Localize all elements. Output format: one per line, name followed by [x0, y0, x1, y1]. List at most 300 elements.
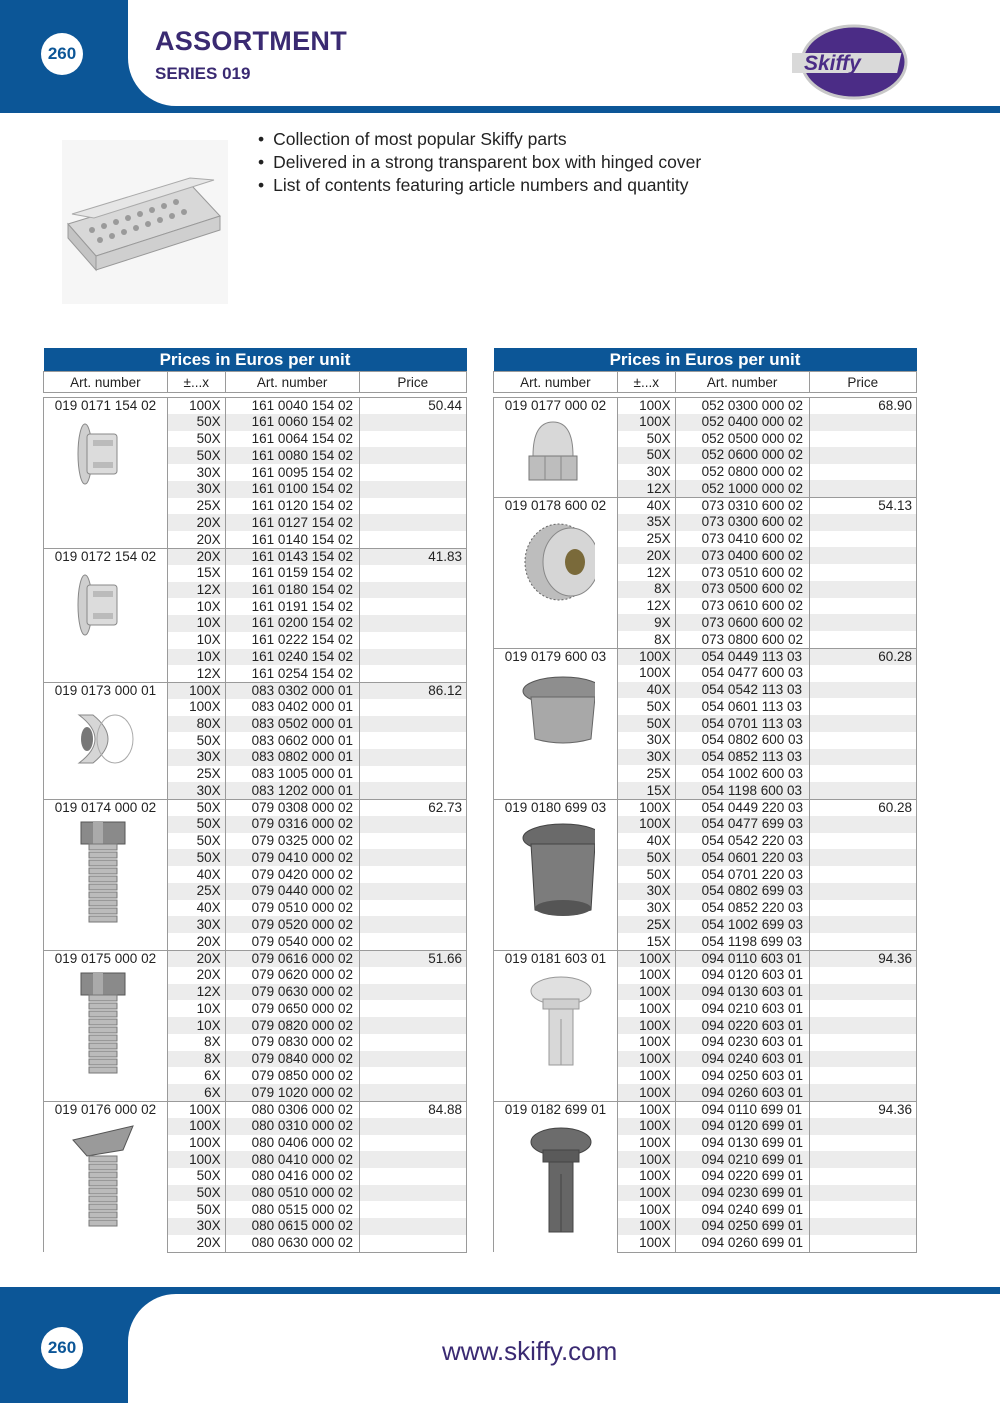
price-cell-empty: [809, 1034, 916, 1051]
article-number-cell: 079 0850 000 02: [225, 1067, 359, 1084]
quantity-cell: 9X: [617, 614, 675, 631]
price-cell-empty: [809, 967, 916, 984]
table-row: [44, 816, 467, 833]
price-cell: 54.13: [809, 498, 916, 515]
quantity-cell: 50X: [167, 1168, 225, 1185]
group-article-number: 019 0172 154 02: [44, 549, 168, 566]
quantity-cell: 10X: [167, 598, 225, 615]
price-cell-empty: [809, 581, 916, 598]
price-cell-empty: [359, 431, 466, 448]
table-row: [44, 398, 467, 415]
quantity-cell: 50X: [617, 447, 675, 464]
page-title: ASSORTMENT: [155, 26, 347, 56]
quantity-cell: 80X: [167, 716, 225, 733]
group-article-number: 019 0178 600 02: [494, 498, 618, 515]
price-cell-empty: [359, 1017, 466, 1034]
price-table-right: [493, 348, 917, 1253]
cap-plug-icon: [65, 414, 145, 544]
article-number-cell: 073 0610 600 02: [675, 598, 809, 615]
article-number-cell: 079 0510 000 02: [225, 900, 359, 917]
quantity-cell: 12X: [617, 598, 675, 615]
quantity-cell: 50X: [167, 1201, 225, 1218]
quantity-cell: 20X: [167, 933, 225, 950]
price-cell-empty: [809, 849, 916, 866]
price-cell: 62.73: [359, 800, 466, 817]
quantity-cell: 100X: [617, 1017, 675, 1034]
price-cell-empty: [809, 464, 916, 481]
page-subtitle: SERIES 019: [155, 64, 251, 83]
table-caption: Prices in Euros per unit: [44, 348, 467, 372]
quantity-cell: 30X: [167, 1218, 225, 1235]
feature-list: [258, 128, 701, 197]
cap-plug-icon: [65, 565, 145, 678]
quantity-cell: 100X: [167, 398, 225, 415]
quantity-cell: 8X: [617, 631, 675, 648]
quantity-cell: 40X: [167, 866, 225, 883]
article-number-cell: 054 1198 600 03: [675, 782, 809, 799]
article-number-cell: 052 0800 000 02: [675, 464, 809, 481]
article-number-cell: 094 0120 699 01: [675, 1118, 809, 1135]
price-cell-empty: [809, 782, 916, 799]
table-row: [44, 800, 467, 817]
article-number-cell: 161 0040 154 02: [225, 398, 359, 415]
article-number-cell: 054 1002 699 03: [675, 916, 809, 933]
quantity-cell: 100X: [167, 699, 225, 716]
plug-cap-dark-icon: [515, 816, 595, 946]
article-number-cell: 083 0402 000 01: [225, 699, 359, 716]
price-cell-empty: [359, 984, 466, 1001]
table-row: [494, 414, 917, 431]
article-number-cell: 161 0080 154 02: [225, 447, 359, 464]
quantity-cell: 40X: [617, 682, 675, 699]
column-header: Art. number: [225, 372, 359, 393]
article-number-cell: 054 0701 113 03: [675, 715, 809, 732]
quantity-cell: 100X: [617, 665, 675, 682]
product-image: [494, 414, 618, 498]
quantity-cell: 8X: [167, 1051, 225, 1068]
page-number-badge: 260: [41, 33, 83, 75]
article-number-cell: 094 0120 603 01: [675, 967, 809, 984]
price-cell-empty: [359, 1135, 466, 1152]
article-number-cell: 161 0254 154 02: [225, 665, 359, 682]
quantity-cell: 50X: [167, 849, 225, 866]
article-number-cell: 094 0250 603 01: [675, 1067, 809, 1084]
article-number-cell: 079 0820 000 02: [225, 1017, 359, 1034]
table-row: [494, 951, 917, 968]
table-row: [494, 800, 917, 817]
price-cell-empty: [359, 716, 466, 733]
article-number-cell: 161 0060 154 02: [225, 414, 359, 431]
price-cell-empty: [359, 766, 466, 783]
price-cell-empty: [809, 715, 916, 732]
price-cell-empty: [809, 1201, 916, 1218]
column-header: Art. number: [675, 372, 809, 393]
price-cell-empty: [359, 649, 466, 666]
quantity-cell: 8X: [167, 1034, 225, 1051]
table-row: [494, 398, 917, 415]
price-cell: 84.88: [359, 1102, 466, 1119]
product-image: [44, 414, 168, 549]
quantity-cell: 100X: [617, 1201, 675, 1218]
group-article-number: 019 0182 699 01: [494, 1102, 618, 1119]
quantity-cell: 10X: [167, 632, 225, 649]
quantity-cell: 30X: [617, 464, 675, 481]
column-header: Art. number: [494, 372, 618, 393]
price-cell-empty: [359, 498, 466, 515]
article-number-cell: 079 0616 000 02: [225, 951, 359, 968]
article-number-cell: 073 0600 600 02: [675, 614, 809, 631]
quantity-cell: 30X: [617, 749, 675, 766]
price-cell-empty: [359, 1034, 466, 1051]
price-cell-empty: [809, 665, 916, 682]
price-cell: 86.12: [359, 683, 466, 700]
price-cell-empty: [809, 431, 916, 448]
article-number-cell: 080 0410 000 02: [225, 1151, 359, 1168]
column-header: ±...x: [617, 372, 675, 393]
product-image: [494, 514, 618, 649]
article-number-cell: 161 0100 154 02: [225, 481, 359, 498]
price-cell: 51.66: [359, 951, 466, 968]
article-number-cell: 094 0240 699 01: [675, 1201, 809, 1218]
table-row: [44, 1118, 467, 1135]
article-number-cell: 073 0510 600 02: [675, 564, 809, 581]
hex-bolt-icon: [65, 967, 145, 1097]
article-number-cell: 073 0400 600 02: [675, 547, 809, 564]
quantity-cell: 8X: [617, 581, 675, 598]
price-cell-empty: [359, 1168, 466, 1185]
product-image: [44, 565, 168, 683]
quantity-cell: 100X: [617, 1000, 675, 1017]
price-cell: 68.90: [809, 398, 916, 415]
article-number-cell: 083 0802 000 01: [225, 749, 359, 766]
price-cell-empty: [359, 447, 466, 464]
quantity-cell: 12X: [167, 582, 225, 599]
article-number-cell: 079 1020 000 02: [225, 1084, 359, 1101]
article-number-cell: 054 1198 699 03: [675, 933, 809, 950]
price-cell-empty: [809, 833, 916, 850]
price-cell-empty: [359, 916, 466, 933]
price-cell-empty: [809, 1151, 916, 1168]
quantity-cell: 100X: [617, 1135, 675, 1152]
price-cell-empty: [359, 833, 466, 850]
quantity-cell: 50X: [167, 800, 225, 817]
push-rivet-icon: [515, 967, 595, 1097]
quantity-cell: 15X: [167, 565, 225, 582]
quantity-cell: 25X: [167, 498, 225, 515]
article-number-cell: 054 0852 220 03: [675, 900, 809, 917]
article-number-cell: 083 1202 000 01: [225, 782, 359, 799]
price-cell: 41.83: [359, 549, 466, 566]
table-row: [494, 498, 917, 515]
price-cell-empty: [809, 1017, 916, 1034]
quantity-cell: 100X: [617, 1235, 675, 1252]
article-number-cell: 052 1000 000 02: [675, 480, 809, 497]
product-image: [494, 967, 618, 1102]
price-cell-empty: [809, 765, 916, 782]
quantity-cell: 15X: [617, 933, 675, 950]
quantity-cell: 100X: [167, 683, 225, 700]
quantity-cell: 50X: [617, 715, 675, 732]
article-number-cell: 080 0406 000 02: [225, 1135, 359, 1152]
quantity-cell: 50X: [617, 866, 675, 883]
product-image: [494, 816, 618, 951]
price-cell-empty: [359, 665, 466, 682]
article-number-cell: 161 0095 154 02: [225, 464, 359, 481]
quantity-cell: 100X: [617, 1102, 675, 1119]
price-cell-empty: [359, 883, 466, 900]
price-cell: 60.28: [809, 649, 916, 666]
article-number-cell: 083 0302 000 01: [225, 683, 359, 700]
article-number-cell: 079 0308 000 02: [225, 800, 359, 817]
group-article-number: 019 0176 000 02: [44, 1102, 168, 1119]
price-cell-empty: [359, 464, 466, 481]
price-cell-empty: [809, 749, 916, 766]
price-cell-empty: [809, 732, 916, 749]
product-image: [44, 967, 168, 1102]
price-cell-empty: [359, 1084, 466, 1101]
table-caption: Prices in Euros per unit: [494, 348, 917, 372]
article-number-cell: 079 0520 000 02: [225, 916, 359, 933]
price-cell-empty: [809, 698, 916, 715]
price-cell-empty: [809, 480, 916, 497]
article-number-cell: 094 0240 603 01: [675, 1051, 809, 1068]
quantity-cell: 20X: [167, 967, 225, 984]
product-image: [44, 699, 168, 800]
price-cell: 50.44: [359, 398, 466, 415]
quantity-cell: 100X: [167, 1102, 225, 1119]
table-row: [494, 1102, 917, 1119]
price-cell-empty: [359, 699, 466, 716]
price-cell-empty: [359, 1000, 466, 1017]
price-cell-empty: [809, 984, 916, 1001]
price-cell-empty: [809, 547, 916, 564]
quantity-cell: 12X: [617, 564, 675, 581]
article-number-cell: 054 0701 220 03: [675, 866, 809, 883]
quantity-cell: 50X: [167, 447, 225, 464]
quantity-cell: 50X: [617, 849, 675, 866]
quantity-cell: 35X: [617, 514, 675, 531]
article-number-cell: 161 0140 154 02: [225, 531, 359, 548]
price-cell-empty: [809, 933, 916, 950]
quantity-cell: 100X: [617, 984, 675, 1001]
article-number-cell: 080 0510 000 02: [225, 1185, 359, 1202]
article-number-cell: 073 0410 600 02: [675, 531, 809, 548]
article-number-cell: 079 0830 000 02: [225, 1034, 359, 1051]
price-cell-empty: [809, 1118, 916, 1135]
article-number-cell: 080 0416 000 02: [225, 1168, 359, 1185]
table-row: [494, 665, 917, 682]
article-number-cell: 080 0630 000 02: [225, 1235, 359, 1252]
price-cell-empty: [809, 900, 916, 917]
column-header: Price: [359, 372, 466, 393]
quantity-cell: 100X: [617, 649, 675, 666]
article-number-cell: 083 1005 000 01: [225, 766, 359, 783]
product-image: [44, 1118, 168, 1252]
article-number-cell: 161 0200 154 02: [225, 615, 359, 632]
price-cell-empty: [359, 732, 466, 749]
skiffy-logo: [792, 22, 912, 100]
quantity-cell: 40X: [617, 833, 675, 850]
quantity-cell: 30X: [167, 481, 225, 498]
article-number-cell: 094 0230 699 01: [675, 1185, 809, 1202]
article-number-cell: 094 0130 699 01: [675, 1135, 809, 1152]
table-row: [44, 1102, 467, 1119]
quantity-cell: 50X: [167, 816, 225, 833]
plug-cap-icon: [515, 665, 595, 795]
price-cell-empty: [809, 1218, 916, 1235]
knurled-nut-icon: [515, 514, 595, 644]
price-cell-empty: [359, 782, 466, 799]
price-cell: 94.36: [809, 951, 916, 968]
cup-washer-icon: [65, 699, 145, 795]
article-number-cell: 094 0110 699 01: [675, 1102, 809, 1119]
quantity-cell: 100X: [617, 1084, 675, 1101]
article-number-cell: 054 0449 113 03: [675, 649, 809, 666]
quantity-cell: 100X: [617, 800, 675, 817]
article-number-cell: 161 0180 154 02: [225, 582, 359, 599]
quantity-cell: 20X: [167, 1235, 225, 1252]
quantity-cell: 100X: [617, 1118, 675, 1135]
article-number-cell: 094 0250 699 01: [675, 1218, 809, 1235]
article-number-cell: 054 0542 220 03: [675, 833, 809, 850]
quantity-cell: 50X: [167, 1185, 225, 1202]
quantity-cell: 100X: [617, 951, 675, 968]
product-image: [44, 816, 168, 951]
table-row: [44, 951, 467, 968]
quantity-cell: 20X: [167, 549, 225, 566]
feature-item: • Collection of most popular Skiffy parts: [258, 128, 701, 151]
price-cell-empty: [809, 598, 916, 615]
quantity-cell: 100X: [617, 414, 675, 431]
quantity-cell: 30X: [617, 900, 675, 917]
quantity-cell: 12X: [167, 984, 225, 1001]
price-cell-empty: [359, 933, 466, 950]
article-number-cell: 054 1002 600 03: [675, 765, 809, 782]
article-number-cell: 052 0500 000 02: [675, 431, 809, 448]
website-link[interactable]: www.skiffy.com: [442, 1336, 618, 1366]
price-cell-empty: [359, 816, 466, 833]
countersunk-screw-icon: [65, 1118, 145, 1248]
article-number-cell: 080 0515 000 02: [225, 1201, 359, 1218]
price-cell-empty: [359, 1218, 466, 1235]
quantity-cell: 100X: [617, 1151, 675, 1168]
price-cell-empty: [359, 1118, 466, 1135]
price-cell-empty: [359, 514, 466, 531]
article-number-cell: 079 0620 000 02: [225, 967, 359, 984]
price-cell-empty: [809, 447, 916, 464]
quantity-cell: 30X: [167, 464, 225, 481]
price-cell: 94.36: [809, 1102, 916, 1119]
quantity-cell: 100X: [617, 1168, 675, 1185]
price-cell-empty: [359, 1051, 466, 1068]
quantity-cell: 30X: [617, 732, 675, 749]
table-row: [494, 1118, 917, 1135]
price-cell-empty: [359, 866, 466, 883]
product-image: [494, 1118, 618, 1252]
table-row: [44, 549, 467, 566]
quantity-cell: 10X: [167, 1017, 225, 1034]
price-cell-empty: [809, 531, 916, 548]
group-article-number: 019 0173 000 01: [44, 683, 168, 700]
svg-text:Skiffy: Skiffy: [804, 52, 861, 75]
article-number-cell: 161 0127 154 02: [225, 514, 359, 531]
article-number-cell: 079 0420 000 02: [225, 866, 359, 883]
assortment-box-image: [62, 140, 228, 304]
article-number-cell: 052 0300 000 02: [675, 398, 809, 415]
acorn-nut-icon: [515, 414, 595, 493]
quantity-cell: 10X: [167, 615, 225, 632]
price-cell-empty: [359, 598, 466, 615]
column-header: Price: [809, 372, 916, 393]
article-number-cell: 094 0210 699 01: [675, 1151, 809, 1168]
quantity-cell: 12X: [617, 480, 675, 497]
article-number-cell: 094 0260 699 01: [675, 1235, 809, 1252]
quantity-cell: 20X: [617, 547, 675, 564]
push-rivet-dark-icon: [515, 1118, 595, 1248]
quantity-cell: 100X: [617, 1218, 675, 1235]
quantity-cell: 20X: [167, 951, 225, 968]
price-cell-empty: [809, 1185, 916, 1202]
table-row: [494, 816, 917, 833]
article-number-cell: 073 0500 600 02: [675, 581, 809, 598]
article-number-cell: 054 0449 220 03: [675, 800, 809, 817]
article-number-cell: 079 0840 000 02: [225, 1051, 359, 1068]
price-cell-empty: [359, 1235, 466, 1252]
article-number-cell: 094 0230 603 01: [675, 1034, 809, 1051]
price-cell-empty: [809, 631, 916, 648]
price-cell-empty: [809, 1135, 916, 1152]
article-number-cell: 094 0260 603 01: [675, 1084, 809, 1101]
price-cell-empty: [809, 1235, 916, 1252]
article-number-cell: 080 0615 000 02: [225, 1218, 359, 1235]
article-number-cell: 094 0130 603 01: [675, 984, 809, 1001]
article-number-cell: 079 0540 000 02: [225, 933, 359, 950]
column-header: Art. number: [44, 372, 168, 393]
quantity-cell: 40X: [167, 900, 225, 917]
quantity-cell: 100X: [617, 967, 675, 984]
price-cell-empty: [809, 564, 916, 581]
product-image: [494, 665, 618, 800]
table-row: [44, 967, 467, 984]
article-number-cell: 161 0240 154 02: [225, 649, 359, 666]
quantity-cell: 100X: [167, 1118, 225, 1135]
price-cell-empty: [359, 1151, 466, 1168]
article-number-cell: 161 0191 154 02: [225, 598, 359, 615]
group-article-number: 019 0175 000 02: [44, 951, 168, 968]
quantity-cell: 100X: [617, 1067, 675, 1084]
price-cell-empty: [359, 749, 466, 766]
price-cell-empty: [809, 1084, 916, 1101]
quantity-cell: 50X: [167, 431, 225, 448]
group-article-number: 019 0177 000 02: [494, 398, 618, 415]
price-cell-empty: [359, 414, 466, 431]
article-number-cell: 052 0600 000 02: [675, 447, 809, 464]
price-cell: 60.28: [809, 800, 916, 817]
article-number-cell: 073 0800 600 02: [675, 631, 809, 648]
price-cell-empty: [359, 632, 466, 649]
article-number-cell: 079 0316 000 02: [225, 816, 359, 833]
article-number-cell: 079 0410 000 02: [225, 849, 359, 866]
price-cell-empty: [809, 1067, 916, 1084]
article-number-cell: 080 0306 000 02: [225, 1102, 359, 1119]
price-cell-empty: [809, 883, 916, 900]
quantity-cell: 100X: [617, 1051, 675, 1068]
price-cell-empty: [809, 614, 916, 631]
price-cell-empty: [359, 849, 466, 866]
article-number-cell: 054 0802 699 03: [675, 883, 809, 900]
group-article-number: 019 0174 000 02: [44, 800, 168, 817]
price-cell-empty: [359, 531, 466, 548]
